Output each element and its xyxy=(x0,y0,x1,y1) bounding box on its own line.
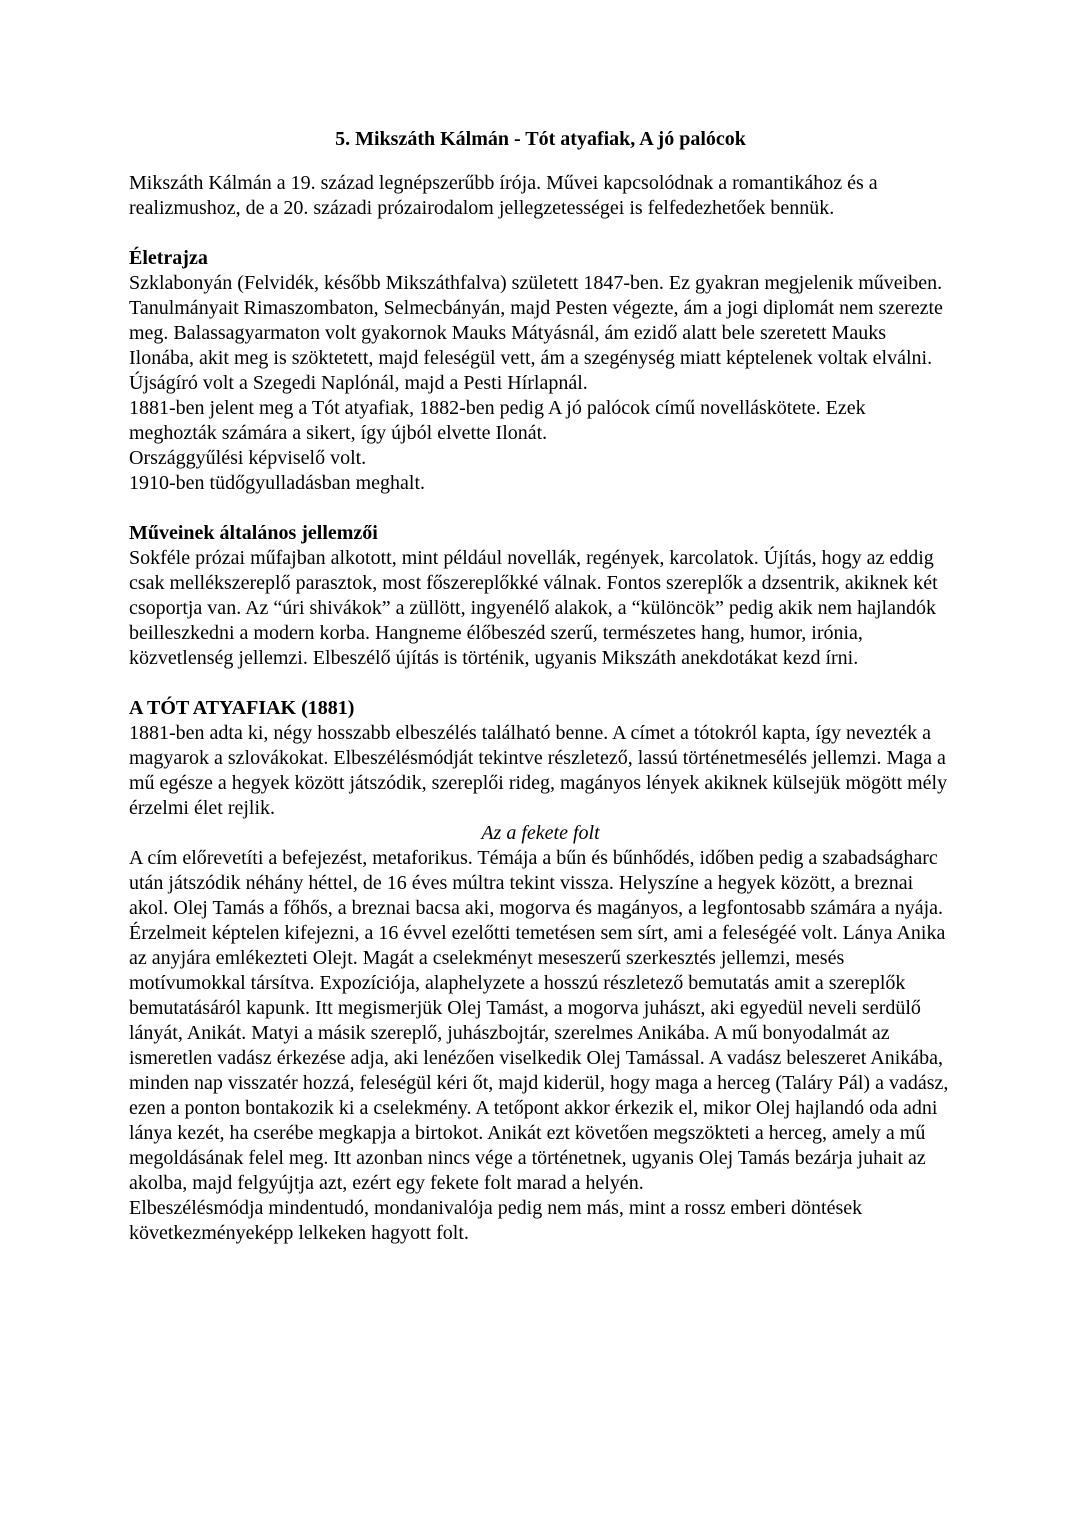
tot-atyafiak-intro: 1881-ben adta ki, négy hosszabb elbeszélés található benne. A címet a tótokról kapta, így nevezték a magyarok a szlovákokat. Elbeszélésmódját tekintve részletező, lassú történetmesélés jellemzi. Maga a mű egésze a hegyek között játszódik, szereplői rideg, magányos lények akiknek külsejük mögött mély érzelmi élet rejlik. xyxy=(129,722,948,819)
section-gap xyxy=(129,671,952,696)
section-gap xyxy=(129,221,952,246)
works-paragraph: Sokféle prózai műfajban alkotott, mint például novellák, regények, karcolatok. Újítás, hogy az eddig csak mellékszereplő parasztok, most főszereplőkké válnak. Fontos szereplők a dzsentrik, akiknek két csoportja van. Az “úri shivákok” a züllött, ingyenélő alakok, a “különcök” pedig akik nem hajlandók beilleszkedni a modern korba. Hangneme élőbeszéd szerű, természetes hang, humor, irónia, közvetlenség jellemzi. Elbeszélő újítás is történik, ugyanis Mikszáth anekdotákat kezd írni. xyxy=(129,547,938,669)
intro-paragraph: Mikszáth Kálmán a 19. század legnépszerűbb írója. Művei kapcsolódnak a romantikához és a realizmushoz, de a 20. századi prózairodalom jellegzetességei is felfedezhetőek bennük. xyxy=(129,172,878,219)
biography-paragraph-3: Országgyűlési képviselő volt. xyxy=(129,447,367,469)
document-title: 5. Mikszáth Kálmán - Tót atyafiak, A jó palócok xyxy=(335,128,746,150)
biography-paragraph-4: 1910-ben tüdőgyulladásban meghalt. xyxy=(129,472,426,494)
section-gap xyxy=(129,496,952,521)
story-subtitle: Az a fekete folt xyxy=(481,822,600,844)
biography-paragraph-2: 1881-ben jelent meg a Tót atyafiak, 1882-ben pedig A jó palócok című novelláskötete. Ezek meghozták számára a sikert, így újból elvette Ilonát. xyxy=(129,397,866,444)
biography-paragraph-1: Szklabonyán (Felvidék, később Mikszáthfalva) született 1847-ben. Ez gyakran megjelenik műveiben. Tanulmányait Rimaszombaton, Selmecbányán, majd Pesten végezte, ám a jogi diplomát nem szerezte meg. Balassagyarmaton volt gyakornok Mauks Mátyásnál, ám ezidő alatt bele szeretett Mauks Ilonába, akit meg is szöktetett, majd feleségül vett, ám a szegénység miatt képtelenek voltak elválni. Újságíró volt a Szegedi Naplónál, majd a Pesti Hírlapnál. xyxy=(129,272,943,394)
works-heading: Műveinek általános jellemzői xyxy=(129,522,378,544)
biography-heading: Életrajza xyxy=(129,247,208,269)
story-analysis-paragraph: A cím előrevetíti a befejezést, metaforikus. Témája a bűn és bűnhődés, időben pedig a szabadságharc után játszódik néhány héttel, de 16 éves múltra tekint vissza. Helyszíne a hegyek között, a breznai akol. Olej Tamás a főhős, a breznai bacsa aki, mogorva és magányos, a legfontosabb számára a nyája. Érzelmeit képtelen kifejezni, a 16 évvel ezelőtti temetésen sem sírt, ami a feleségéé volt. Lánya Anika az anyjára emlékezteti Olejt. Magát a cselekményt meseszerű szerkesztés jellemzi, mesés motívumokkal társítva. Expozíciója, alaphelyzete a hosszú részletező bemutatás amit a szereplők bemutatásáról kapunk. Itt megismerjük Olej Tamást, a mogorva juhászt, aki egyedül neveli serdülő lányát, Anikát. Matyi a másik szereplő, juhászbojtár, szerelmes Anikába. A mű bonyodalmát az ismeretlen vadász érkezése adja, aki lenézően viselkedik Olej Tamással. A vadász beleszeret Anikába, minden nap visszatér hozzá, feleségül kéri őt, majd kiderül, hogy maga a herceg (Taláry Pál) a vadász, ezen a ponton bontakozik ki a cselekmény. A tetőpont akkor érkezik el, mikor Olej hajlandó oda adni lánya kezét, ha cserébe megkapja a birtokot. Anikát ezt követően megszökteti a herceg, amely a mű megoldásának felel meg. Itt azonban nincs vége a történetnek, ugyanis Olej Tamás bezárja juhait az akolba, majd felgyújtja azt, ezért egy fekete folt marad a helyén. xyxy=(129,847,949,1194)
document-content xyxy=(129,127,952,1246)
tot-atyafiak-heading: A TÓT ATYAFIAK (1881) xyxy=(129,697,355,719)
story-closing-paragraph: Elbeszélésmódja mindentudó, mondanivalója pedig nem más, mint a rossz emberi döntések következményeképp lelkeken hagyott folt. xyxy=(129,1197,863,1244)
